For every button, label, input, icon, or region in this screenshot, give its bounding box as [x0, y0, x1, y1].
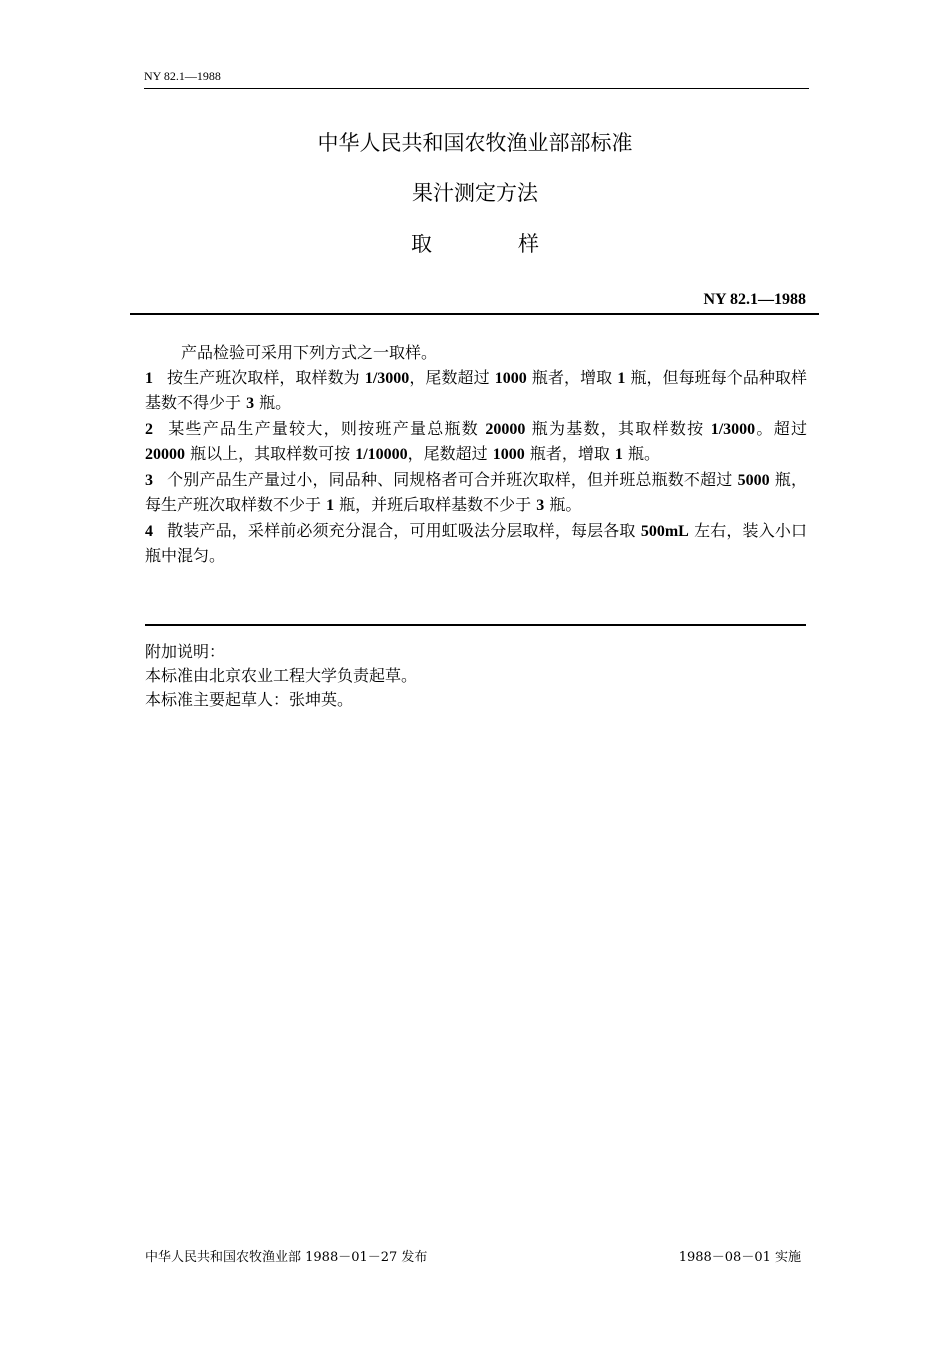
clause-text: 瓶者，增取 [524, 444, 615, 463]
subtitle-char-2: 样 [518, 232, 539, 256]
issue-date: 中华人民共和国农牧渔业部 1988－01－27 发布 [145, 1250, 428, 1265]
running-header-code: NY 82.1—1988 [144, 69, 221, 83]
intro-paragraph: 产品检验可采用下列方式之一取样。 [181, 343, 438, 362]
standard-code: NY 82.1—1988 [703, 291, 806, 308]
clause-2 [145, 417, 807, 468]
document-subtitle [0, 228, 950, 258]
document-title: 果汁测定方法 [412, 181, 538, 205]
clause-text: 某些产品生产量较大，则按班产量总瓶数 [167, 418, 486, 438]
clause-number: 1 [145, 369, 153, 387]
clause-number: 4 [145, 522, 153, 540]
clause-number: 2 [145, 420, 153, 438]
clause-value: 20000 [145, 446, 185, 463]
header-rule [144, 88, 809, 89]
clause-4 [145, 519, 807, 569]
clause-text: 。超过 [755, 418, 807, 438]
notes-drafter: 本标准主要起草人：张坤英。 [145, 690, 354, 709]
clause-1 [145, 366, 807, 417]
clause-value: 1/10000 [355, 446, 408, 463]
clause-value: 1/3000 [364, 369, 410, 387]
clause-text: ，尾数超过 [409, 367, 495, 387]
clause-value: 3 [536, 497, 545, 514]
clause-text: 瓶，但每班每个品种取样基数不得少于 [145, 367, 807, 412]
clause-value: 1 [614, 446, 623, 463]
clause-text: 瓶。 [622, 444, 661, 463]
clause-value: 5000 [737, 471, 770, 489]
clause-text: 散装产品，采样前必须充分混合，可用虹吸法分层取样，每层各取 [167, 520, 641, 540]
clause-value: 1 [326, 497, 335, 514]
clause-text: 按生产班次取样，取样数为 [167, 367, 365, 387]
clause-text: 瓶。 [544, 495, 582, 514]
clause-text: 瓶，并班后取样基数不少于 [334, 495, 537, 514]
effective-date: 1988－08－01 实施 [678, 1250, 801, 1265]
clause-text: 瓶。 [254, 393, 292, 412]
clause-text: 瓶为基数，其取样数按 [525, 418, 711, 438]
clause-text: 瓶者，增取 [526, 367, 618, 387]
clause-text: ，尾数超过 [407, 444, 493, 463]
notes-rule [145, 624, 806, 626]
clause-text: 瓶，每生产班次取样数不少于 [145, 469, 807, 514]
clause-value: 1000 [494, 369, 527, 387]
notes-heading: 附加说明： [145, 642, 226, 661]
clause-value: 1000 [492, 446, 525, 463]
clause-value: 500mL [640, 522, 689, 540]
additional-notes [145, 640, 805, 712]
notes-drafting-unit: 本标准由北京农业工程大学负责起草。 [145, 666, 418, 685]
clause-text: 个别产品生产量过小，同品种、同规格者可合并班次取样，但并班总瓶数不超过 [167, 469, 738, 489]
clause-text: 瓶以上，其取样数可按 [185, 444, 356, 463]
clause-value: 1/3000 [710, 420, 756, 438]
subtitle-char-1: 取 [411, 232, 432, 256]
issuing-authority-title: 中华人民共和国农牧渔业部部标准 [317, 131, 633, 155]
clause-value: 3 [246, 395, 255, 412]
title-rule [130, 313, 819, 315]
clause-3 [145, 468, 807, 519]
body-text [145, 341, 807, 569]
clause-value: 20000 [485, 420, 526, 438]
clause-value: 1 [617, 369, 626, 387]
clause-number: 3 [145, 471, 153, 489]
clause-text: 左右，装入小口瓶中混匀。 [145, 520, 808, 565]
